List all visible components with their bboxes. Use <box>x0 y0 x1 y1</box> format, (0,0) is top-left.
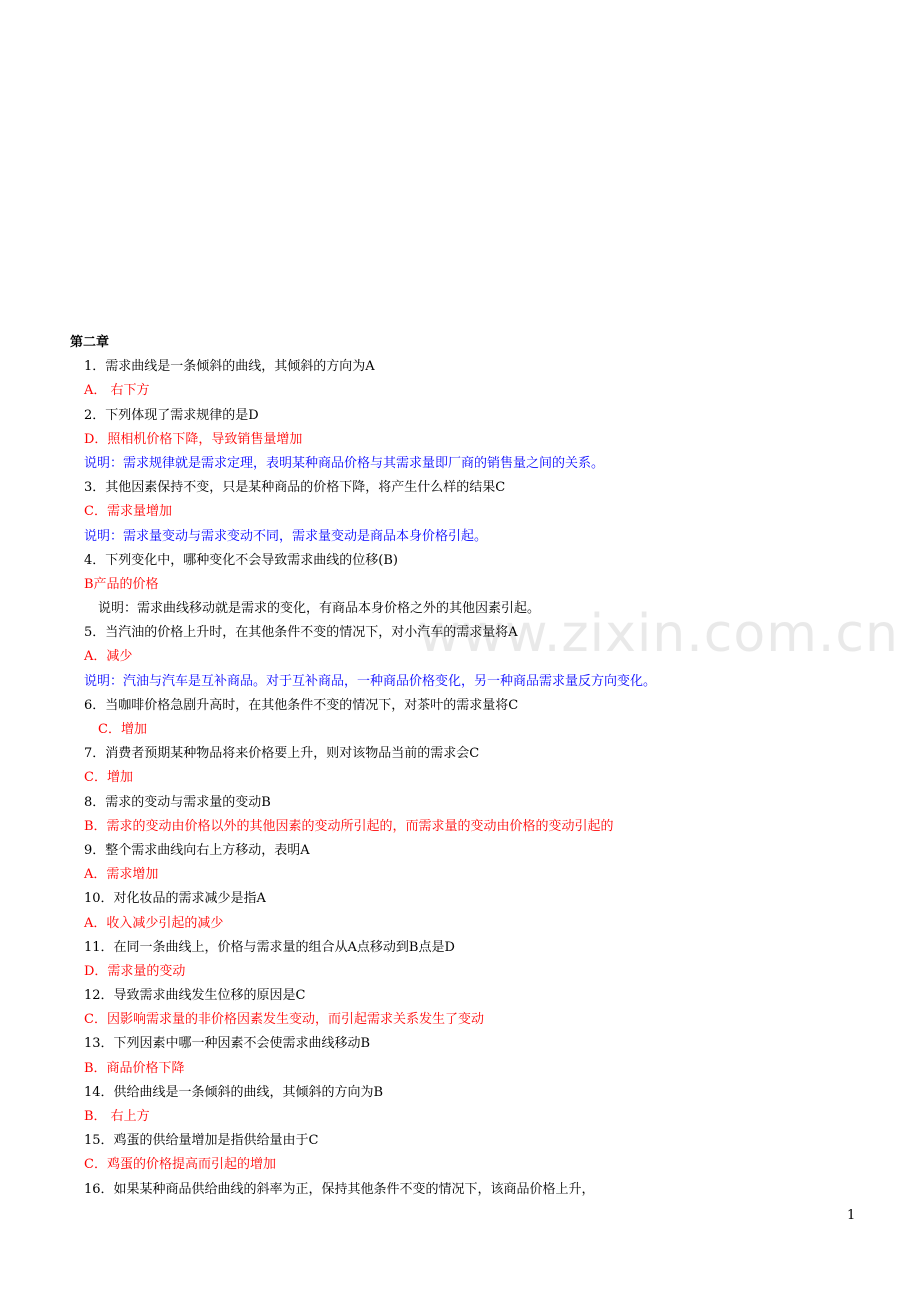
question-line: 5．当汽油的价格上升时，在其他条件不变的情况下，对小汽车的需求量将A <box>84 625 518 641</box>
question-list <box>0 355 920 1202</box>
answer-line: D．照相机价格下降，导致销售量增加 <box>84 431 303 447</box>
question-line: 12．导致需求曲线发生位移的原因是C <box>84 988 306 1004</box>
question-line: 16．如果某种商品供给曲线的斜率为正，保持其他条件不变的情况下，该商品价格上升， <box>84 1181 595 1197</box>
answer-line: A． 右下方 <box>84 383 150 399</box>
answer-line: B．商品价格下降 <box>84 1060 185 1076</box>
explanation-line: 说明：需求曲线移动就是需求的变化，有商品本身价格之外的其他因素引起。 <box>98 601 541 617</box>
explanation-line: 说明：需求量变动与需求变动不同，需求量变动是商品本身价格引起。 <box>84 528 488 544</box>
question-line: 10．对化妆品的需求减少是指A <box>84 891 266 907</box>
answer-line: A．收入减少引起的减少 <box>84 915 224 931</box>
question-line: 9．整个需求曲线向右上方移动，表明A <box>84 842 310 858</box>
explanation-line: 说明：汽油与汽车是互补商品。对于互补商品，一种商品价格变化，另一种商品需求量反方向变化。 <box>84 673 657 689</box>
answer-line: D．需求量的变动 <box>84 963 186 979</box>
question-line: 6．当咖啡价格急剧升高时，在其他条件不变的情况下，对茶叶的需求量将C <box>84 697 519 713</box>
answer-line: C．增加 <box>98 722 147 737</box>
answer-line: C．需求量增加 <box>84 504 172 520</box>
answer-line: B．需求的变动由价格以外的其他因素的变动所引起的，而需求量的变动由价格的变动引起的 <box>84 818 614 834</box>
document-body <box>0 331 920 1202</box>
question-line: 4．下列变化中，哪种变化不会导致需求曲线的位移(B) <box>84 552 398 568</box>
answer-line: A．需求增加 <box>84 867 159 883</box>
answer-line: B． 右上方 <box>84 1109 150 1124</box>
answer-line: B产品的价格 <box>84 576 159 592</box>
page-number: 1 <box>847 1208 856 1223</box>
answer-line: C．因影响需求量的非价格因素发生变动，而引起需求关系发生了变动 <box>84 1012 484 1028</box>
question-line: 3．其他因素保持不变，只是某种商品的价格下降，将产生什么样的结果C <box>84 480 506 496</box>
explanation-line: 说明：需求规律就是需求定理，表明某种商品价格与其需求量即厂商的销售量之间的关系。 <box>84 455 605 471</box>
answer-line: A．减少 <box>84 649 133 665</box>
question-line: 1．需求曲线是一条倾斜的曲线，其倾斜的方向为A <box>84 359 375 375</box>
answer-line: C．鸡蛋的价格提高而引起的增加 <box>84 1157 276 1173</box>
question-line: 14．供给曲线是一条倾斜的曲线，其倾斜的方向为B <box>84 1084 384 1100</box>
question-line: 11．在同一条曲线上，价格与需求量的组合从A点移动到B点是D <box>84 939 455 955</box>
question-line: 8．需求的变动与需求量的变动B <box>84 794 271 810</box>
watermark: www.zixin.com.cn <box>418 604 899 664</box>
question-line: 7．消费者预期某种物品将来价格要上升，则对该物品当前的需求会C <box>84 746 480 762</box>
question-line: 15．鸡蛋的供给量增加是指供给量由于C <box>84 1133 319 1149</box>
question-line: 2．下列体现了需求规律的是D <box>84 407 259 423</box>
chapter-title: 第二章 <box>70 335 110 350</box>
answer-line: C．增加 <box>84 770 133 786</box>
question-line: 13．下列因素中哪一种因素不会使需求曲线移动B <box>84 1036 371 1052</box>
